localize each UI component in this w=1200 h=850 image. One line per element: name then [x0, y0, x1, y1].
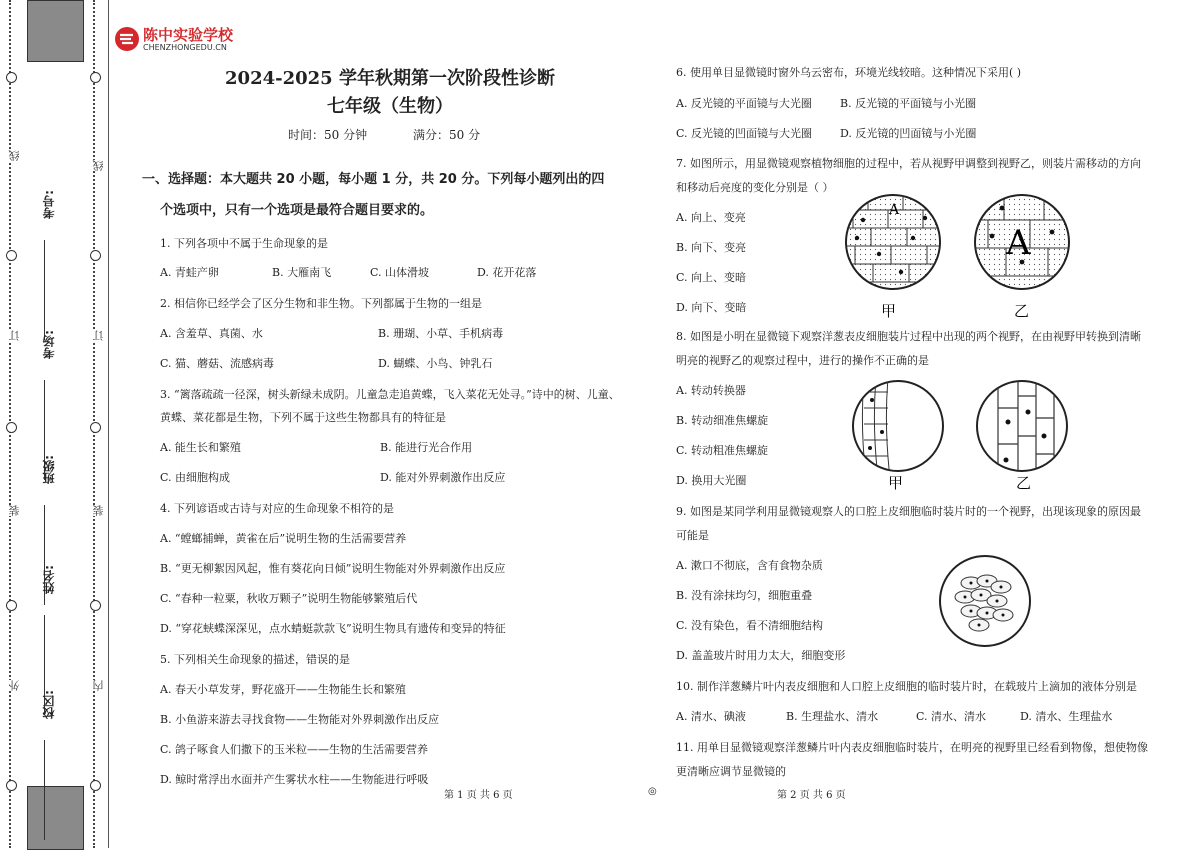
q3-option-c[interactable]: C. 由细胞构成	[160, 471, 231, 484]
q7-option-a[interactable]: A. 向上、变亮	[676, 211, 746, 224]
q8-label-a: 甲	[888, 474, 904, 492]
question-10-stem: 10. 制作洋葱鳞片叶内表皮细胞和人口腔上皮细胞的临时装片时，在载玻片上滴加的液体分别是	[676, 680, 1137, 693]
q9-cheek-cells-figure	[937, 553, 1033, 649]
question-6-stem: 6. 使用单目显微镜时窗外乌云密布，环境光线较暗。这种情况下采用( )	[676, 66, 1022, 79]
q7-label-b: 乙	[1014, 302, 1030, 320]
section-heading-cont: 个选项中，只有一个选项是最符合题目要求的。	[160, 203, 434, 218]
q7-option-c[interactable]: C. 向上、变暗	[676, 271, 747, 284]
q4-option-d[interactable]: D. “穿花蛱蝶深深见，点水蜻蜓款款飞”说明生物具有遗传和变异的特征	[160, 622, 506, 635]
binding-gutter	[0, 0, 112, 848]
school-logo	[113, 24, 243, 54]
question-8-stem: 8. 如图是小明在显微镜下观察洋葱表皮细胞装片过程中出现的两个视野，在由视野甲转换到清晰	[676, 330, 1141, 343]
question-11-stem-cont: 更清晰应调节显微镜的	[676, 765, 786, 778]
q6-option-b[interactable]: B. 反光镜的平面镜与小光圈	[840, 97, 977, 110]
q8-view-a-figure	[848, 378, 948, 493]
q8-label-b: 乙	[1016, 474, 1032, 492]
question-7-stem-cont: 和移动后亮度的变化分别是（ ）	[676, 181, 834, 194]
question-9-stem: 9. 如图是某同学利用显微镜观察人的口腔上皮细胞临时装片时的一个视野，出现该现象的原因最	[676, 505, 1141, 518]
q8-option-a[interactable]: A. 转动转换器	[676, 384, 746, 397]
exam-time: 时间：50 分钟	[288, 128, 368, 142]
circle-mark	[90, 422, 101, 433]
gutter-word: 订	[8, 330, 21, 341]
q10-option-c[interactable]: C. 清水、清水	[916, 710, 987, 723]
question-3-stem-cont: 黄蝶、菜花都是生物，下列不属于这些生物都具有的特征是	[160, 411, 446, 424]
q4-option-c[interactable]: C. “春种一粒粟，秋收万颗子”说明生物能够繁殖后代	[160, 592, 418, 605]
inner-dotted-line	[90, 0, 104, 848]
exam-title: 2024-2025 学年秋期第一次阶段性诊断	[225, 68, 555, 89]
logo-name: 陈中实验学校	[143, 26, 234, 44]
q8-option-b[interactable]: B. 转动细准焦螺旋	[676, 414, 769, 427]
q5-option-d[interactable]: D. 鲸时常浮出水面并产生雾状水柱——生物能进行呼吸	[160, 773, 429, 786]
field-label: 校区:	[42, 690, 56, 719]
grey-bar-top	[27, 0, 84, 62]
page-number-right: 第 2 页 共 6 页	[777, 790, 846, 801]
circle-mark	[6, 72, 17, 83]
q2-option-b[interactable]: B. 珊瑚、小草、手机病毒	[378, 327, 504, 340]
question-11-stem: 11. 用单目显微镜观察洋葱鳞片叶内表皮细胞临时装片，在明亮的视野里已经看到物像，想使物像	[676, 741, 1148, 754]
q6-option-d[interactable]: D. 反光镜的凹面镜与小光圈	[840, 127, 977, 140]
exam-number-field[interactable]	[30, 190, 80, 350]
q6-option-c[interactable]: C. 反光镜的凹面镜与大光圈	[676, 127, 813, 140]
question-8-stem-cont: 明亮的视野乙的观察过程中，进行的操作不正确的是	[676, 354, 929, 367]
page-number-left: 第 1 页 共 6 页	[444, 790, 513, 801]
field-label: 考场:	[42, 330, 56, 359]
q10-option-a[interactable]: A. 清水、碘液	[676, 710, 746, 723]
q1-option-c[interactable]: C. 山体滑坡	[370, 266, 430, 279]
q4-option-a[interactable]: A. “螳螂捕蝉，黄雀在后”说明生物的生活需要营养	[160, 532, 407, 545]
question-2-stem: 2. 相信你已经学会了区分生物和非生物。下列都属于生物的一组是	[160, 297, 482, 310]
q6-option-a[interactable]: A. 反光镜的平面镜与大光圈	[676, 97, 812, 110]
q2-option-d[interactable]: D. 蝴蝶、小鸟、钟乳石	[378, 357, 493, 370]
circle-mark	[6, 250, 17, 261]
q9-option-d[interactable]: D. 盖盖玻片时用力太大，细胞变形	[676, 649, 846, 662]
field-label: 考号:	[42, 190, 56, 219]
question-4-stem: 4. 下列谚语或古诗与对应的生命现象不相符的是	[160, 502, 394, 515]
q7-letter-large: A	[1006, 223, 1031, 263]
q9-option-c[interactable]: C. 没有染色，看不清细胞结构	[676, 619, 824, 632]
q4-option-b[interactable]: B. “更无柳絮因风起，惟有葵花向日倾”说明生物能对外界刺激作出反应	[160, 562, 506, 575]
q8-option-d[interactable]: D. 换用大光圈	[676, 474, 747, 487]
q7-view-a-figure	[843, 192, 943, 322]
circle-mark	[6, 422, 17, 433]
campus-field[interactable]	[30, 690, 80, 850]
circle-mark	[90, 600, 101, 611]
question-1-stem: 1. 下列各项中不属于生命现象的是	[160, 237, 328, 250]
q1-option-a[interactable]: A. 青蛙产卵	[160, 266, 219, 279]
q7-label-a: 甲	[881, 302, 897, 320]
q5-option-b[interactable]: B. 小鱼游来游去寻找食物——生物能对外界刺激作出反应	[160, 713, 440, 726]
q8-option-c[interactable]: C. 转动粗准焦螺旋	[676, 444, 769, 457]
q2-option-c[interactable]: C. 猫、蘑菇、流感病毒	[160, 357, 275, 370]
q9-option-a[interactable]: A. 漱口不彻底，含有食物杂质	[676, 559, 823, 572]
q3-option-b[interactable]: B. 能进行光合作用	[380, 441, 473, 454]
q9-option-b[interactable]: B. 没有涂抹均匀，细胞重叠	[676, 589, 813, 602]
page-center-mark: ◎	[648, 786, 657, 797]
logo-icon	[113, 25, 141, 53]
exam-score: 满分：50 分	[413, 128, 481, 142]
q3-option-d[interactable]: D. 能对外界刺激作出反应	[380, 471, 506, 484]
logo-domain: CHENZHONGEDU.CN	[143, 43, 227, 52]
field-label: 姓名:	[42, 565, 56, 594]
gutter-word: 线	[8, 150, 21, 161]
gutter-word: 装	[92, 505, 105, 516]
question-7-stem: 7. 如图所示，用显微镜观察植物细胞的过程中，若从视野甲调整到视野乙，则装片需移动的方向	[676, 157, 1141, 170]
q10-option-d[interactable]: D. 清水、生理盐水	[1020, 710, 1113, 723]
section-heading: 一、选择题：本大题共 20 小题，每小题 1 分，共 20 分。下列每小题列出的四	[142, 172, 605, 187]
gutter-word: 外	[8, 680, 21, 691]
question-5-stem: 5. 下列相关生命现象的描述，错误的是	[160, 653, 350, 666]
q7-option-d[interactable]: D. 向下、变暗	[676, 301, 747, 314]
q10-option-b[interactable]: B. 生理盐水、清水	[786, 710, 879, 723]
gutter-word: 装	[8, 505, 21, 516]
gutter-border	[108, 0, 109, 848]
q8-view-b-figure	[972, 378, 1072, 493]
gutter-word: 内	[92, 680, 105, 691]
q7-letter-small: A	[889, 202, 900, 218]
q5-option-c[interactable]: C. 鸽子啄食人们撒下的玉米粒——生物的生活需要营养	[160, 743, 429, 756]
field-label: 班级:	[42, 455, 56, 484]
q1-option-b[interactable]: B. 大雁南飞	[272, 266, 332, 279]
q7-view-b-figure	[972, 192, 1072, 322]
gutter-word: 线	[92, 160, 105, 171]
exam-subtitle: 七年级（生物）	[327, 96, 453, 117]
circle-mark	[6, 780, 17, 791]
gutter-word: 订	[92, 330, 105, 341]
q7-option-b[interactable]: B. 向下、变亮	[676, 241, 747, 254]
circle-mark	[6, 600, 17, 611]
circle-mark	[90, 250, 101, 261]
circle-mark	[90, 72, 101, 83]
question-9-stem-cont: 可能是	[676, 529, 709, 542]
circle-mark	[90, 780, 101, 791]
q1-option-d[interactable]: D. 花开花落	[477, 266, 537, 279]
q5-option-a[interactable]: A. 春天小草发芽，野花盛开——生物能生长和繁殖	[160, 683, 406, 696]
q2-option-a[interactable]: A. 含羞草、真菌、水	[160, 327, 263, 340]
q3-option-a[interactable]: A. 能生长和繁殖	[160, 441, 241, 454]
question-3-stem: 3. “篱落疏疏一径深，树头新绿未成阴。儿童急走追黄蝶，飞入菜花无处寻。”诗中的树、儿童、	[160, 388, 620, 401]
outer-dotted-line	[6, 0, 20, 848]
